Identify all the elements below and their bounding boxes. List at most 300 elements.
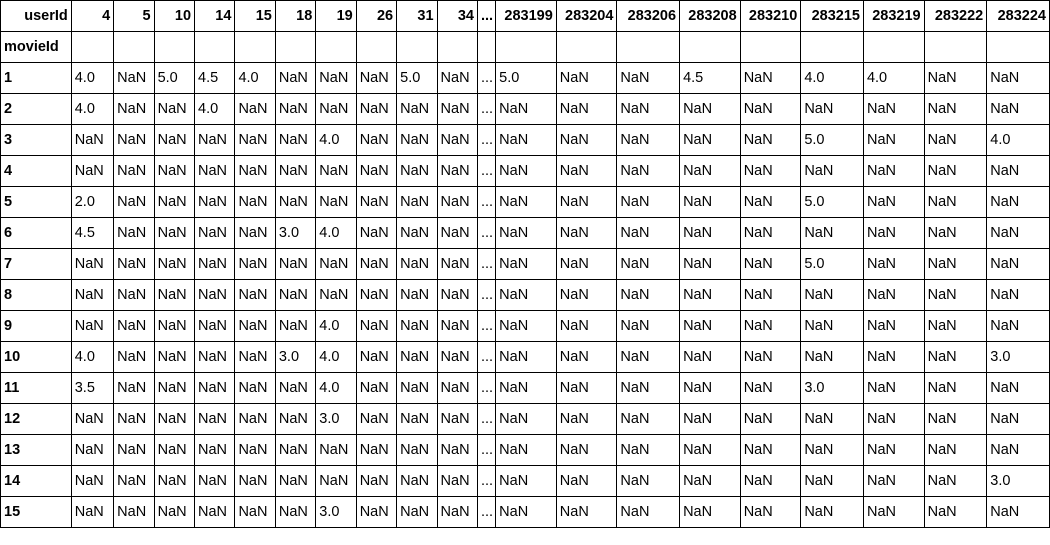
row-index-label: 12 <box>1 404 72 435</box>
table-cell: NaN <box>680 466 741 497</box>
table-cell: NaN <box>617 373 680 404</box>
table-cell: NaN <box>863 373 924 404</box>
table-cell: NaN <box>316 466 356 497</box>
table-cell: NaN <box>275 311 315 342</box>
table-cell: NaN <box>154 497 194 528</box>
row-index-label: 15 <box>1 497 72 528</box>
table-cell: NaN <box>556 187 617 218</box>
table-cell: NaN <box>356 156 396 187</box>
table-row <box>1 435 1050 466</box>
table-cell: NaN <box>275 435 315 466</box>
table-cell: NaN <box>235 125 275 156</box>
table-row <box>1 311 1050 342</box>
table-cell: NaN <box>437 466 477 497</box>
table-cell: NaN <box>397 466 437 497</box>
row-index-label: 2 <box>1 94 72 125</box>
column-header: 5 <box>114 1 154 32</box>
table-cell: NaN <box>316 94 356 125</box>
table-cell: NaN <box>195 404 235 435</box>
table-cell: NaN <box>987 187 1050 218</box>
table-cell: NaN <box>924 94 987 125</box>
table-cell: NaN <box>275 125 315 156</box>
index-name-row-blank-cell <box>154 32 194 63</box>
table-cell: NaN <box>740 187 801 218</box>
table-cell: NaN <box>437 156 477 187</box>
columns-name-header: userId <box>1 1 72 32</box>
table-cell: NaN <box>556 249 617 280</box>
table-cell: 4.0 <box>863 63 924 94</box>
table-cell: 2.0 <box>71 187 113 218</box>
table-cell: NaN <box>71 125 113 156</box>
table-cell: NaN <box>863 125 924 156</box>
table-cell: NaN <box>924 280 987 311</box>
table-row <box>1 497 1050 528</box>
table-cell: NaN <box>496 435 557 466</box>
table-cell: NaN <box>740 94 801 125</box>
table-cell: NaN <box>356 342 396 373</box>
table-cell: NaN <box>437 342 477 373</box>
table-row <box>1 373 1050 404</box>
table-cell: NaN <box>617 497 680 528</box>
index-name-row-blank-cell <box>801 32 864 63</box>
table-cell: NaN <box>740 497 801 528</box>
table-cell: NaN <box>356 373 396 404</box>
row-index-label: 1 <box>1 63 72 94</box>
table-cell: NaN <box>863 466 924 497</box>
table-cell: NaN <box>556 342 617 373</box>
table-cell: NaN <box>235 187 275 218</box>
table-cell: NaN <box>397 404 437 435</box>
table-cell: NaN <box>617 218 680 249</box>
table-cell: ... <box>477 94 495 125</box>
table-cell: NaN <box>617 125 680 156</box>
table-cell: NaN <box>235 94 275 125</box>
table-cell: NaN <box>397 187 437 218</box>
index-name-header: movieId <box>1 32 72 63</box>
table-cell: NaN <box>556 435 617 466</box>
table-cell: 4.0 <box>316 218 356 249</box>
table-cell: NaN <box>863 156 924 187</box>
table-cell: NaN <box>114 187 154 218</box>
table-cell: NaN <box>235 156 275 187</box>
table-cell: NaN <box>154 311 194 342</box>
table-cell: NaN <box>316 435 356 466</box>
table-cell: NaN <box>114 249 154 280</box>
table-cell: NaN <box>235 311 275 342</box>
table-cell: 4.5 <box>680 63 741 94</box>
table-cell: NaN <box>195 187 235 218</box>
table-cell: NaN <box>154 187 194 218</box>
table-cell: NaN <box>496 218 557 249</box>
table-cell: NaN <box>987 311 1050 342</box>
table-cell: NaN <box>924 249 987 280</box>
table-cell: NaN <box>397 342 437 373</box>
table-cell: NaN <box>801 497 864 528</box>
table-cell: NaN <box>235 404 275 435</box>
table-cell: NaN <box>114 373 154 404</box>
column-header: 283222 <box>924 1 987 32</box>
table-cell: NaN <box>863 218 924 249</box>
row-index-label: 11 <box>1 373 72 404</box>
table-cell: NaN <box>987 249 1050 280</box>
table-cell: NaN <box>154 280 194 311</box>
index-name-row-blank-cell <box>195 32 235 63</box>
table-cell: NaN <box>496 342 557 373</box>
table-cell: 3.0 <box>987 466 1050 497</box>
table-cell: NaN <box>397 373 437 404</box>
row-index-label: 9 <box>1 311 72 342</box>
table-cell: NaN <box>556 156 617 187</box>
table-cell: NaN <box>437 280 477 311</box>
table-cell: 4.0 <box>316 125 356 156</box>
table-cell: NaN <box>680 218 741 249</box>
table-cell: NaN <box>154 435 194 466</box>
table-cell: NaN <box>235 342 275 373</box>
table-cell: NaN <box>680 497 741 528</box>
table-cell: NaN <box>617 435 680 466</box>
table-cell: NaN <box>437 404 477 435</box>
row-index-label: 3 <box>1 125 72 156</box>
table-cell: NaN <box>154 125 194 156</box>
table-cell: NaN <box>987 497 1050 528</box>
table-cell: NaN <box>114 125 154 156</box>
table-cell: NaN <box>924 373 987 404</box>
table-row <box>1 404 1050 435</box>
column-header: 283208 <box>680 1 741 32</box>
table-cell: NaN <box>114 218 154 249</box>
table-cell: 4.5 <box>71 218 113 249</box>
table-cell: NaN <box>617 404 680 435</box>
table-cell: NaN <box>235 249 275 280</box>
table-row <box>1 94 1050 125</box>
table-cell: 3.0 <box>275 218 315 249</box>
column-header: 4 <box>71 1 113 32</box>
table-cell: NaN <box>114 404 154 435</box>
table-cell: NaN <box>496 373 557 404</box>
table-cell: NaN <box>235 466 275 497</box>
table-cell: NaN <box>154 404 194 435</box>
column-header: 19 <box>316 1 356 32</box>
index-name-row-blank-cell <box>987 32 1050 63</box>
row-index-label: 13 <box>1 435 72 466</box>
table-cell: NaN <box>924 311 987 342</box>
table-row <box>1 125 1050 156</box>
index-name-row-blank-cell <box>680 32 741 63</box>
table-cell: NaN <box>154 156 194 187</box>
table-cell: NaN <box>437 435 477 466</box>
column-header: 283224 <box>987 1 1050 32</box>
row-index-label: 14 <box>1 466 72 497</box>
table-cell: 4.0 <box>71 342 113 373</box>
table-cell: ... <box>477 435 495 466</box>
table-cell: 4.0 <box>235 63 275 94</box>
table-cell: NaN <box>397 94 437 125</box>
table-cell: 4.5 <box>195 63 235 94</box>
table-cell: NaN <box>195 156 235 187</box>
table-cell: NaN <box>71 435 113 466</box>
table-cell: NaN <box>987 280 1050 311</box>
table-cell: NaN <box>987 63 1050 94</box>
table-cell: NaN <box>617 311 680 342</box>
column-header: 283210 <box>740 1 801 32</box>
table-cell: NaN <box>195 342 235 373</box>
table-cell: NaN <box>556 94 617 125</box>
column-header: 283206 <box>617 1 680 32</box>
index-name-row-blank-cell <box>437 32 477 63</box>
table-cell: NaN <box>195 280 235 311</box>
table-cell: NaN <box>617 187 680 218</box>
table-cell: NaN <box>275 156 315 187</box>
table-cell: NaN <box>437 311 477 342</box>
table-cell: NaN <box>235 373 275 404</box>
table-cell: NaN <box>356 187 396 218</box>
table-cell: NaN <box>397 435 437 466</box>
table-cell: NaN <box>617 63 680 94</box>
table-cell: ... <box>477 218 495 249</box>
table-cell: NaN <box>195 218 235 249</box>
table-cell: NaN <box>801 435 864 466</box>
table-cell: NaN <box>617 466 680 497</box>
index-name-row <box>1 32 1050 63</box>
table-cell: NaN <box>617 280 680 311</box>
table-cell: NaN <box>987 94 1050 125</box>
table-cell: ... <box>477 373 495 404</box>
index-name-row-blank-cell <box>924 32 987 63</box>
row-index-label: 6 <box>1 218 72 249</box>
table-cell: NaN <box>356 63 396 94</box>
table-cell: NaN <box>924 125 987 156</box>
table-cell: ... <box>477 280 495 311</box>
table-cell: NaN <box>356 125 396 156</box>
table-cell: NaN <box>154 373 194 404</box>
column-header: 34 <box>437 1 477 32</box>
table-cell: NaN <box>924 342 987 373</box>
row-index-label: 5 <box>1 187 72 218</box>
table-cell: NaN <box>356 280 396 311</box>
table-cell: 5.0 <box>801 125 864 156</box>
table-row <box>1 187 1050 218</box>
index-name-row-blank-cell <box>397 32 437 63</box>
table-cell: NaN <box>924 466 987 497</box>
table-cell: NaN <box>680 187 741 218</box>
table-cell: NaN <box>863 187 924 218</box>
table-cell: NaN <box>617 249 680 280</box>
table-cell: NaN <box>863 342 924 373</box>
table-cell: NaN <box>740 63 801 94</box>
table-cell: NaN <box>801 342 864 373</box>
table-cell: NaN <box>863 435 924 466</box>
table-cell: NaN <box>924 218 987 249</box>
table-cell: NaN <box>154 249 194 280</box>
table-cell: NaN <box>987 373 1050 404</box>
table-cell: NaN <box>154 94 194 125</box>
table-cell: NaN <box>740 218 801 249</box>
table-cell: NaN <box>740 249 801 280</box>
column-header: 283199 <box>496 1 557 32</box>
table-cell: NaN <box>275 497 315 528</box>
table-cell: 3.0 <box>316 404 356 435</box>
table-cell: NaN <box>275 373 315 404</box>
table-cell: 5.0 <box>496 63 557 94</box>
table-cell: NaN <box>801 156 864 187</box>
table-cell: NaN <box>863 94 924 125</box>
table-cell: NaN <box>235 218 275 249</box>
table-cell: NaN <box>397 218 437 249</box>
table-cell: NaN <box>356 466 396 497</box>
table-cell: ... <box>477 342 495 373</box>
table-cell: NaN <box>275 249 315 280</box>
table-cell: NaN <box>195 466 235 497</box>
row-index-label: 10 <box>1 342 72 373</box>
table-cell: NaN <box>316 280 356 311</box>
table-cell: NaN <box>740 156 801 187</box>
table-row <box>1 249 1050 280</box>
index-name-row-blank-cell <box>496 32 557 63</box>
index-name-row-blank-cell <box>740 32 801 63</box>
table-cell: NaN <box>863 280 924 311</box>
table-cell: 3.5 <box>71 373 113 404</box>
table-cell: NaN <box>316 187 356 218</box>
table-cell: 4.0 <box>316 311 356 342</box>
table-cell: NaN <box>496 187 557 218</box>
table-cell: NaN <box>556 125 617 156</box>
table-cell: 3.0 <box>316 497 356 528</box>
table-cell: NaN <box>801 218 864 249</box>
table-cell: NaN <box>680 311 741 342</box>
table-cell: NaN <box>195 373 235 404</box>
table-cell: NaN <box>114 311 154 342</box>
table-cell: NaN <box>924 497 987 528</box>
table-cell: 5.0 <box>154 63 194 94</box>
table-cell: 4.0 <box>71 63 113 94</box>
index-name-row-blank-cell <box>235 32 275 63</box>
table-cell: NaN <box>437 218 477 249</box>
table-row <box>1 218 1050 249</box>
table-cell: NaN <box>356 435 396 466</box>
column-header: 283219 <box>863 1 924 32</box>
table-cell: NaN <box>71 156 113 187</box>
table-row <box>1 342 1050 373</box>
index-name-row-blank-cell <box>556 32 617 63</box>
table-cell: NaN <box>114 280 154 311</box>
table-cell: NaN <box>356 311 396 342</box>
table-cell: NaN <box>680 249 741 280</box>
index-name-row-blank-cell <box>114 32 154 63</box>
table-row <box>1 63 1050 94</box>
table-cell: NaN <box>114 342 154 373</box>
table-cell: 3.0 <box>275 342 315 373</box>
table-cell: NaN <box>987 435 1050 466</box>
table-cell: NaN <box>863 311 924 342</box>
table-cell: NaN <box>496 280 557 311</box>
table-cell: NaN <box>235 280 275 311</box>
table-cell: NaN <box>71 404 113 435</box>
table-cell: NaN <box>680 373 741 404</box>
table-cell: NaN <box>154 218 194 249</box>
table-row <box>1 280 1050 311</box>
row-index-label: 7 <box>1 249 72 280</box>
table-cell: NaN <box>556 404 617 435</box>
table-cell: NaN <box>235 435 275 466</box>
table-cell: NaN <box>71 466 113 497</box>
table-cell: NaN <box>924 435 987 466</box>
table-cell: NaN <box>275 404 315 435</box>
table-cell: NaN <box>437 497 477 528</box>
table-body <box>1 63 1050 528</box>
table-cell: NaN <box>556 466 617 497</box>
table-cell: NaN <box>556 218 617 249</box>
table-cell: NaN <box>275 94 315 125</box>
table-cell: NaN <box>356 249 396 280</box>
table-cell: NaN <box>397 311 437 342</box>
table-cell: ... <box>477 497 495 528</box>
table-cell: NaN <box>356 94 396 125</box>
table-cell: NaN <box>195 311 235 342</box>
table-cell: NaN <box>740 404 801 435</box>
column-header: 15 <box>235 1 275 32</box>
table-cell: NaN <box>71 497 113 528</box>
table-cell: NaN <box>437 63 477 94</box>
table-cell: ... <box>477 156 495 187</box>
table-cell: NaN <box>924 156 987 187</box>
table-cell: NaN <box>680 342 741 373</box>
index-name-row-blank-cell <box>275 32 315 63</box>
table-cell: NaN <box>617 94 680 125</box>
table-cell: NaN <box>680 94 741 125</box>
table-cell: NaN <box>71 311 113 342</box>
table-cell: NaN <box>356 497 396 528</box>
table-cell: NaN <box>924 404 987 435</box>
table-cell: NaN <box>437 187 477 218</box>
table-cell: NaN <box>356 218 396 249</box>
table-cell: NaN <box>154 342 194 373</box>
table-cell: NaN <box>397 125 437 156</box>
table-cell: NaN <box>801 280 864 311</box>
column-header: 14 <box>195 1 235 32</box>
table-cell: ... <box>477 249 495 280</box>
table-cell: NaN <box>114 63 154 94</box>
table-cell: NaN <box>740 435 801 466</box>
table-cell: NaN <box>397 249 437 280</box>
table-cell: NaN <box>680 404 741 435</box>
table-cell: 4.0 <box>316 342 356 373</box>
table-cell: NaN <box>235 497 275 528</box>
index-name-row-blank-cell <box>863 32 924 63</box>
table-cell: NaN <box>740 311 801 342</box>
table-cell: 5.0 <box>801 187 864 218</box>
table-cell: NaN <box>397 156 437 187</box>
table-cell: NaN <box>496 249 557 280</box>
table-cell: NaN <box>556 280 617 311</box>
table-cell: NaN <box>316 156 356 187</box>
column-header-row <box>1 1 1050 32</box>
row-index-label: 4 <box>1 156 72 187</box>
table-cell: NaN <box>275 466 315 497</box>
table-cell: NaN <box>316 63 356 94</box>
table-cell: ... <box>477 63 495 94</box>
table-cell: NaN <box>397 497 437 528</box>
table-cell: NaN <box>556 497 617 528</box>
table-cell: NaN <box>556 311 617 342</box>
table-cell: NaN <box>114 435 154 466</box>
table-cell: NaN <box>740 125 801 156</box>
table-cell: NaN <box>740 342 801 373</box>
table-cell: 4.0 <box>987 125 1050 156</box>
table-cell: NaN <box>987 404 1050 435</box>
table-cell: NaN <box>275 280 315 311</box>
table-row <box>1 466 1050 497</box>
table-cell: NaN <box>437 249 477 280</box>
